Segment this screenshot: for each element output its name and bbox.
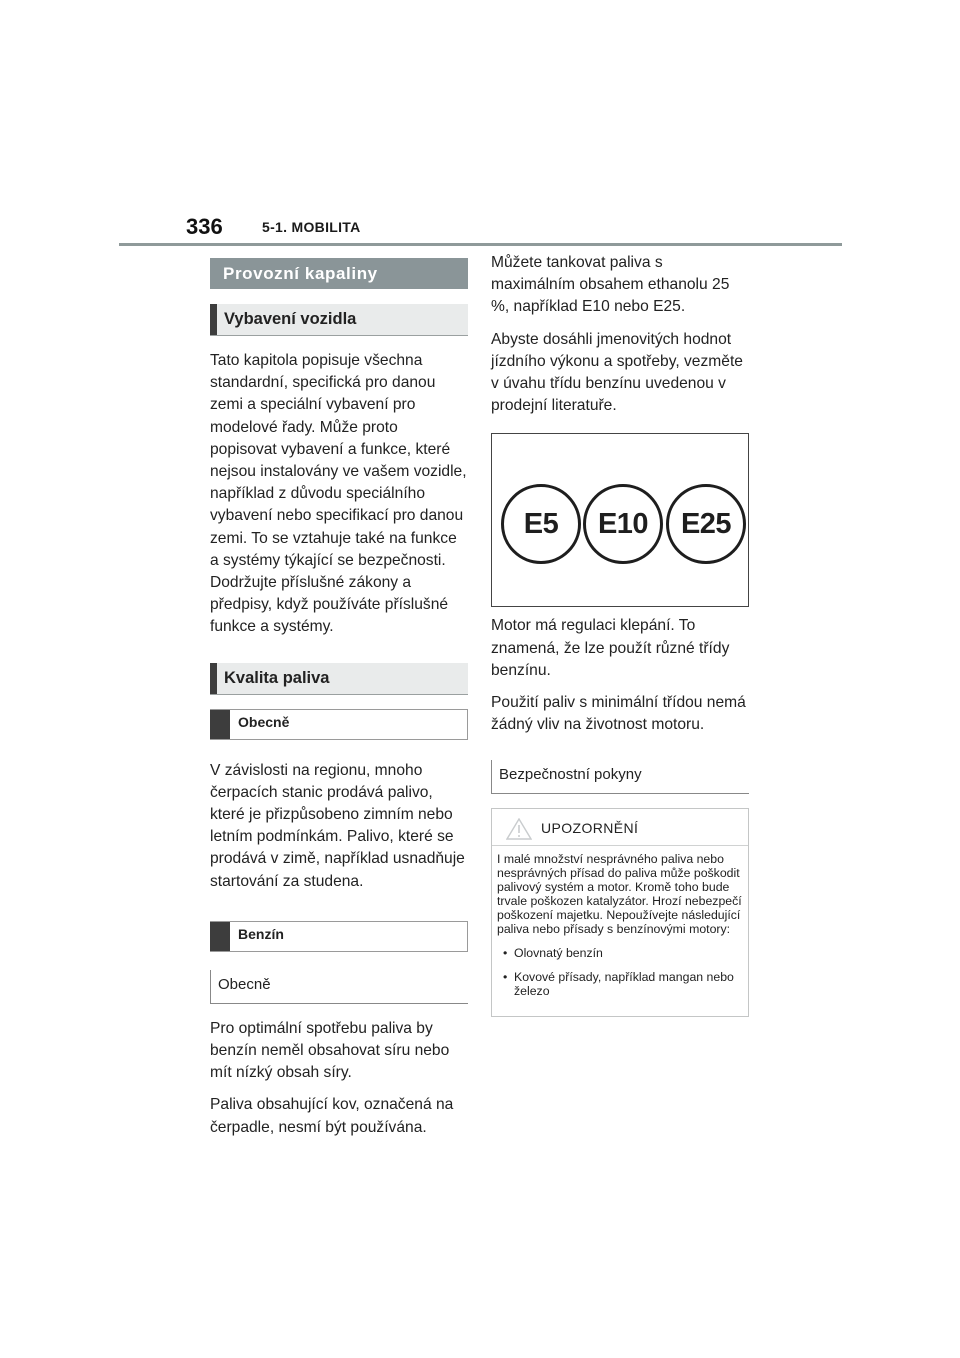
left-column [210,258,468,1149]
heading-accent-bar [210,710,230,739]
fuel-label-e10: E10 [583,484,663,564]
paragraph-engine-life: Použití paliv s minimální třídou nemá žádný vliv na životnost motoru. [491,694,746,734]
warning-body [492,846,748,1016]
heading-accent-bar [210,304,217,335]
paragraph-ethanol: Můžete tankovat paliva s maximálním obsahem ethanolu 25 %, například E10 nebo E25. [491,254,730,316]
header-rule [119,243,842,246]
heading-accent-bar [210,922,230,951]
sub-heading-fuel-quality [210,663,468,695]
sub-heading-vehicle-equipment [210,304,468,336]
paragraph-fuel-grade: Abyste dosáhli jmenovitých hodnot jízdního výkonu a spotřeby, vezměte v úvahu třídu benzínu uvedenou v prodejní literatuře. [491,330,743,415]
box-heading-petrol [210,921,468,952]
right-column [491,252,749,1017]
warning-icon [506,818,532,840]
warning-list [497,946,743,998]
sub-heading-label: Kvalita paliva [224,668,330,687]
paragraph-sulfur: Pro optimální spotřebu paliva by benzín neměl obsahovat síru nebo mít nízký obsah síry. [210,1019,450,1082]
warning-text: I malé množství nesprávného paliva nebo nesprávných přísad do paliva může poškodit palivový systém a motor. Kromě toho bude trvale poškozen katalyzátor. Hrozí nebezpečí poškození majetku. Nepoužívejte následující paliva nebo přísady s benzínovými motory: [497,852,742,937]
fuel-label-e25: E25 [666,484,746,564]
section-title: 5-1. MOBILITA [262,219,361,235]
fuel-label-e5: E5 [501,484,581,564]
paragraph-seasonal-fuel: V závislosti na regionu, mnoho čerpacích stanic prodává palivo, které je přizpůsobeno zimním nebo letním podmínkám. Palivo, které se prodává v zimě, například usnadňuje startování za studena. [210,761,465,890]
paragraph-knock-control: Motor má regulaci klepání. To znamená, že lze použít různé třídy benzínu. [491,617,730,679]
sub-heading-label: Vybavení vozidla [224,310,357,328]
warning-header [492,809,748,846]
line-heading-general: Obecně [210,970,468,1004]
line-heading-safety: Bezpečnostní pokyny [491,760,749,794]
fuel-grade-figure [491,433,749,607]
warning-list-item: • Olovnatý benzín [497,946,743,960]
box-heading-general [210,709,468,740]
heading-accent-bar [210,663,217,694]
warning-title: UPOZORNĚNÍ [541,820,639,837]
paragraph-metal-fuels: Paliva obsahující kov, označená na čerpadle, nesmí být používána. [210,1096,454,1136]
warning-list-item: • Kovové přísady, například mangan nebo železo [497,970,743,998]
paragraph-equipment: Tato kapitola popisuje všechna standardní, specifická pro danou zemi a speciální vybavení pro modelové řady. Může proto popisovat vybavení a funkce, které nejsou instalovány ve vašem vozidle, například z důvodu speciálního vybavení nebo specifikací pro danou zemi. To se vztahuje také na funkce a systémy týkající se bezpečnosti. Dodržujte příslušné zákony a předpisy, když používáte příslušné funkce a systémy. [210,352,467,636]
warning-box [491,808,749,1017]
box-heading-label: Benzín [238,925,284,942]
main-heading: Provozní kapaliny [210,258,468,289]
page-number: 336 [186,214,223,239]
box-heading-label: Obecně [238,713,290,730]
